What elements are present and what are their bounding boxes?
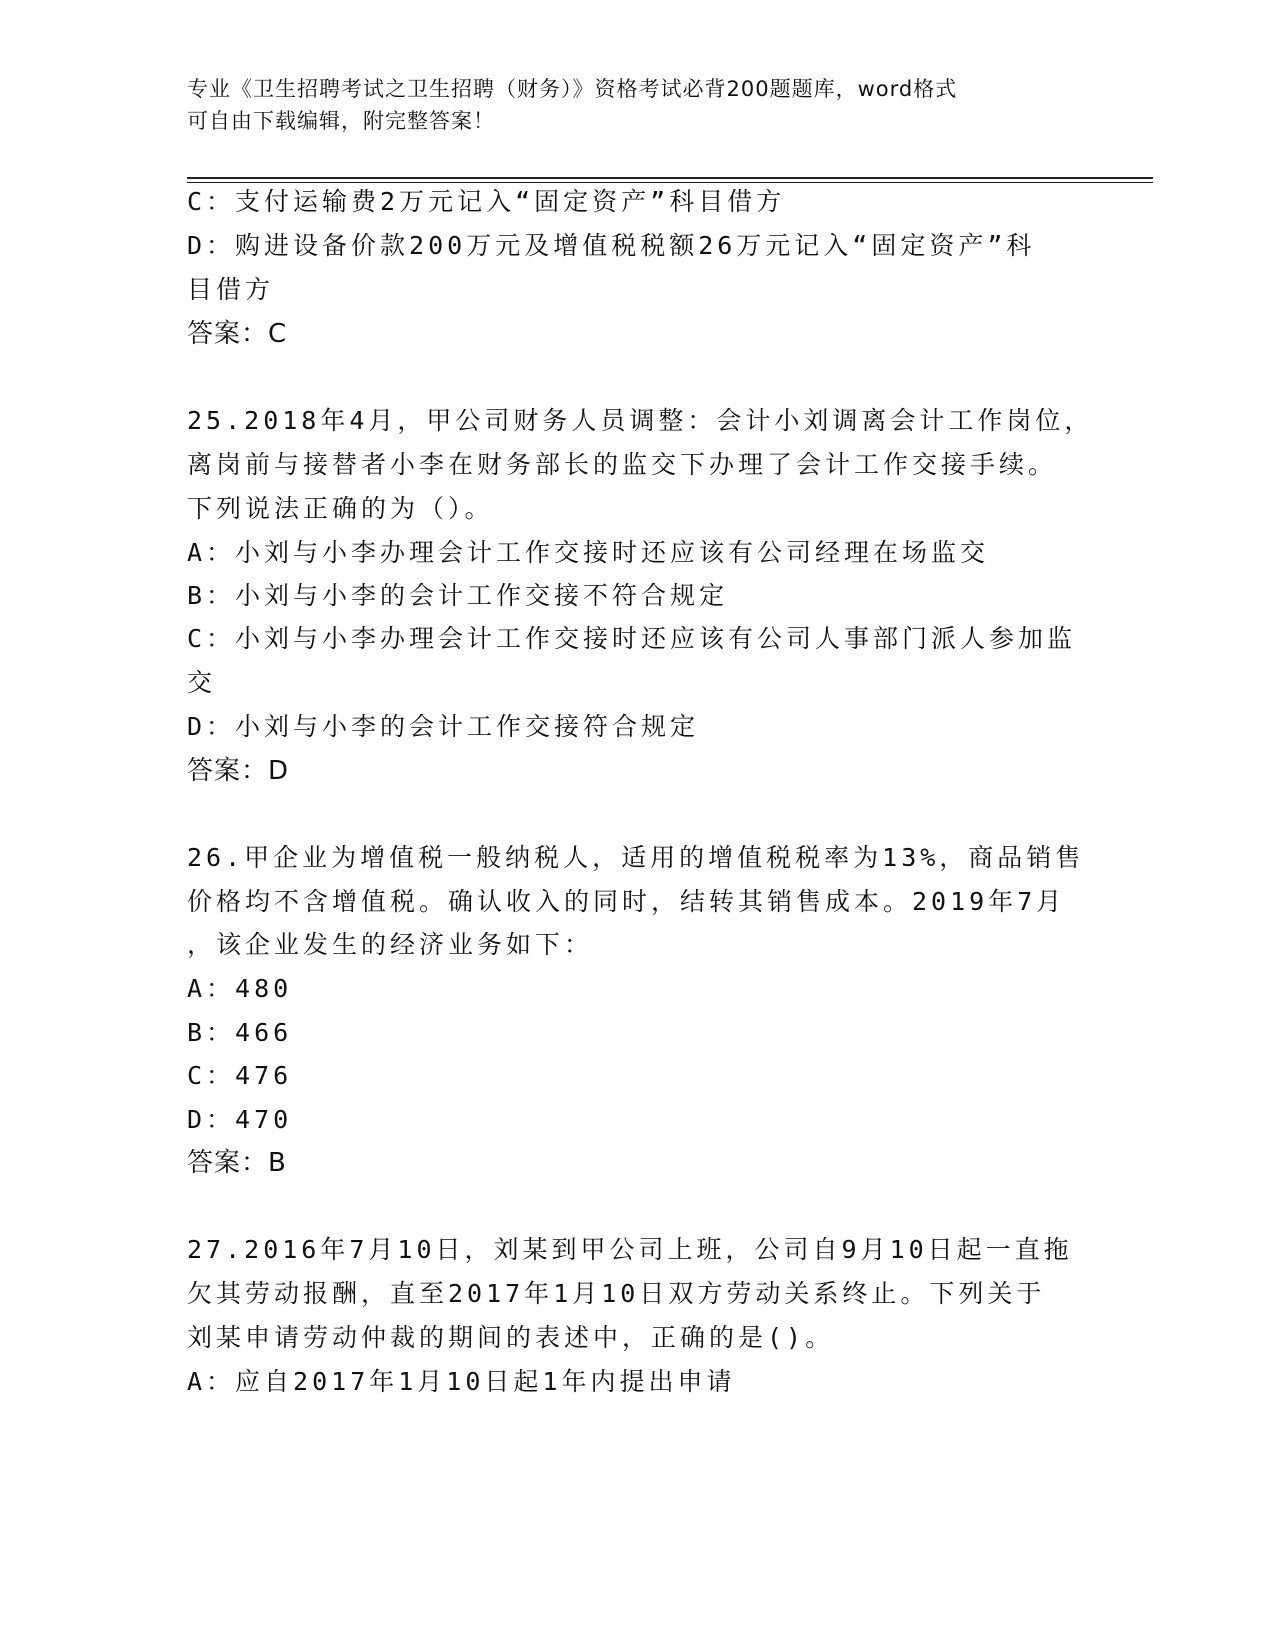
q26-stem-line-1: 26.甲企业为增值税一般纳税人，适用的增值税税率为13%，商品销售 [187, 843, 1085, 872]
header-divider-thin [187, 182, 1153, 183]
document-header [187, 73, 1067, 137]
q26-answer: 答案：B [187, 1148, 287, 1178]
q25-option-d: D：小刘与小李的会计工作交接符合规定 [187, 712, 700, 741]
q27-stem-line-2: 欠其劳动报酬，直至2017年1月10日双方劳动关系终止。下列关于 [187, 1279, 1046, 1308]
q25-stem-line-3: 下列说法正确的为（）。 [187, 494, 494, 523]
q26-option-b: B：466 [187, 1018, 293, 1047]
q27-stem-line-3: 刘某申请劳动仲裁的期间的表述中，正确的是()。 [187, 1323, 835, 1352]
q25-option-a: A：小刘与小李办理会计工作交接时还应该有公司经理在场监交 [187, 538, 990, 567]
q26-stem-line-2: 价格均不含增值税。确认收入的同时，结转其销售成本。2019年7月 [187, 887, 1066, 916]
header-divider-thick [187, 177, 1153, 179]
q25-stem-line-1: 25.2018年4月，甲公司财务人员调整：会计小刘调离会计工作岗位， [187, 406, 1094, 435]
q25-option-c-line-1: C：小刘与小李办理会计工作交接时还应该有公司人事部门派人参加监 [187, 624, 1077, 653]
q27-stem-line-1: 27.2016年7月10日，刘某到甲公司上班，公司自9月10日起一直拖 [187, 1235, 1073, 1264]
prev-answer: 答案：C [187, 319, 288, 349]
q26-option-a: A：480 [187, 974, 293, 1003]
q25-answer: 答案：D [187, 756, 290, 786]
q25-option-b: B：小刘与小李的会计工作交接不符合规定 [187, 581, 729, 610]
prev-option-c: C：支付运输费2万元记入“固定资产”科目借方 [187, 187, 786, 216]
q25-option-c-line-2: 交 [187, 668, 217, 697]
prev-option-d-line-1: D：购进设备价款200万元及增值税税额26万元记入“固定资产”科 [187, 231, 1036, 260]
prev-option-d-line-2: 目借方 [187, 275, 275, 304]
q26-option-d: D：470 [187, 1105, 293, 1134]
q26-stem-line-3: ，该企业发生的经济业务如下： [187, 930, 594, 959]
header-line-1: 专业《卫生招聘考试之卫生招聘（财务）》资格考试必背200题题库，word格式 [187, 77, 958, 101]
q26-option-c: C：476 [187, 1061, 293, 1090]
q27-option-a: A：应自2017年1月10日起1年内提出申请 [187, 1367, 736, 1396]
header-line-2: 可自由下载编辑，附完整答案！ [187, 109, 495, 133]
q25-stem-line-2: 离岗前与接替者小李在财务部长的监交下办理了会计工作交接手续。 [187, 450, 1058, 479]
